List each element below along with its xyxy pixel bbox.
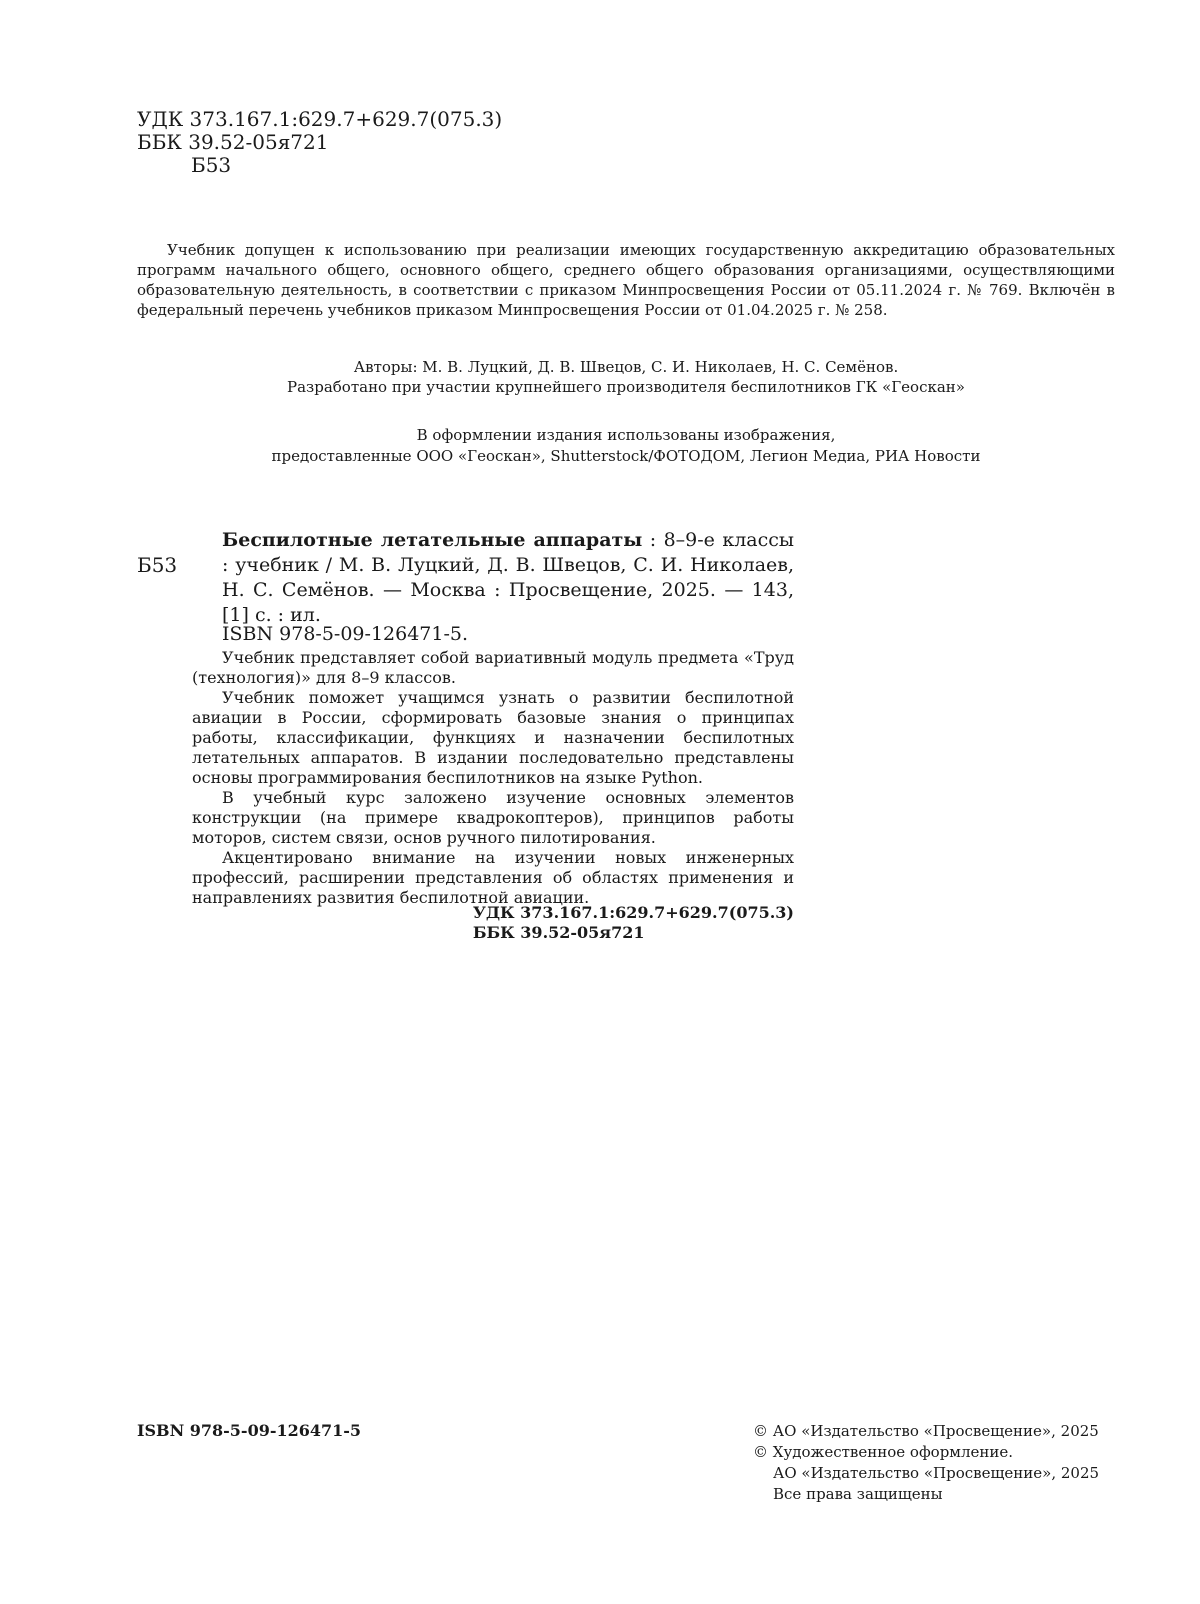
copyright-block (753, 1421, 1099, 1505)
bbk-code: ББК 39.52-05я721 (137, 130, 329, 154)
developed-line: Разработано при участии крупнейшего производителя беспилотников ГК «Геоскан» (287, 378, 965, 396)
footer-isbn: ISBN 978-5-09-126471-5 (137, 1421, 362, 1440)
book-title: Беспилотные летательные аппараты (222, 529, 643, 551)
annotation-paragraph: Акцентировано внимание на изучении новых инженерных профессий, расширении представления об областях применения и направлениях развития беспилотной авиации. (192, 848, 794, 907)
authors-line: Авторы: М. В. Луцкий, Д. В. Швецов, С. И. Николаев, Н. С. Семёнов. (353, 358, 899, 376)
bibliography-code: Б53 (137, 553, 178, 577)
image-credits (137, 425, 1115, 467)
copyright-publisher: © АО «Издательство «Просвещение», 2025 (753, 1422, 1099, 1440)
copyright-design-owner: АО «Издательство «Просвещение», 2025 (773, 1464, 1100, 1482)
bibliography-details: : 8–9-е классы : учебник / М. В. Луцкий, Д. В. Швецов, С. И. Николаев, Н. С. Семёнов. — Москва : Просвещение, 2025. — 143, [1] с. : ил. (222, 529, 794, 626)
annotation-paragraph: Учебник представляет собой вариативный модуль предмета «Труд (технология)» для 8–9 классов. (192, 648, 794, 687)
bibliographic-description (222, 528, 794, 628)
isbn-main: ISBN 978-5-09-126471-5. (222, 623, 469, 645)
annotation (192, 648, 794, 908)
copyright-design: © Художественное оформление. (753, 1443, 1014, 1461)
approval-statement: Учебник допущен к использованию при реализации имеющих государственную аккредитацию образовательных программ начального общего, основного общего, среднего общего образования организациями, осуществляющими образовательную деятельность, в соответствии с приказом Минпросвещения России от 05.11.2024 г. № 769. Включён в федеральный перечень учебников приказом Минпросвещения России от 01.04.2025 г. № 258. (137, 241, 1115, 319)
bbk-code-bottom: ББК 39.52-05я721 (472, 923, 645, 942)
udk-code: УДК 373.167.1:629.7+629.7(075.3) (137, 107, 503, 131)
annotation-paragraph: Учебник поможет учащимся узнать о развитии беспилотной авиации в России, сформировать базовые знания о принципах работы, классификации, функциях и назначении беспилотных летательных аппаратов. В издании последовательно представлены основы программирования беспилотников на языке Python. (192, 688, 794, 787)
top-classification-codes (137, 108, 502, 177)
udk-code-bottom: УДК 373.167.1:629.7+629.7(075.3) (472, 903, 794, 922)
image-credits-line-1: В оформлении издания использованы изображения, (416, 426, 836, 444)
authors-block (137, 357, 1115, 397)
image-credits-line-2: предоставленные ООО «Геоскан», Shutterstock/ФОТОДОМ, Легион Медиа, РИА Новости (271, 447, 981, 465)
author-mark: Б53 (191, 153, 232, 177)
annotation-paragraph: В учебный курс заложено изучение основных элементов конструкции (на примере квадрокоптеров), принципов работы моторов, систем связи, основ ручного пилотирования. (192, 788, 794, 847)
all-rights-reserved: Все права защищены (773, 1485, 943, 1503)
bottom-classification-codes (473, 903, 794, 943)
